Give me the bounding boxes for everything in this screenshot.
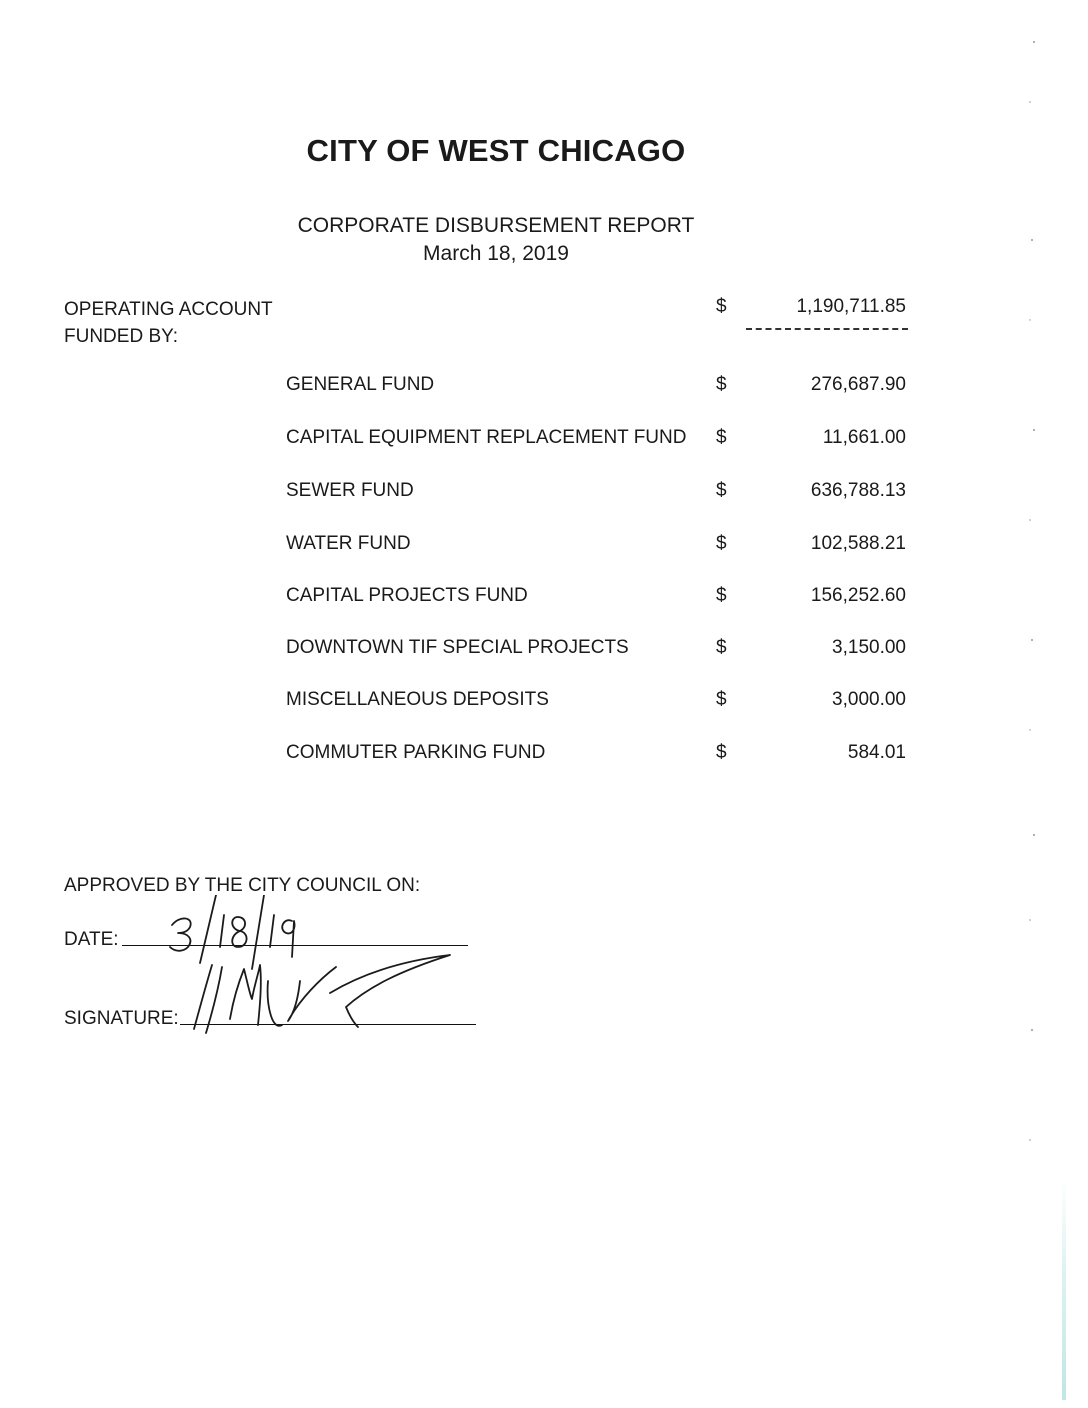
- scan-edge-tint: [1062, 1180, 1066, 1400]
- fund-amount: 636,788.13: [810, 480, 906, 501]
- fund-amount: 3,150.00: [832, 637, 906, 658]
- fund-amount: 276,687.90: [810, 374, 906, 395]
- operating-account-label-line1: OPERATING ACCOUNT: [64, 299, 273, 320]
- fund-currency: $: [716, 637, 727, 658]
- fund-currency: $: [716, 689, 727, 710]
- handwritten-date-3: [170, 918, 191, 950]
- signature-stroke-3: [230, 965, 261, 1025]
- report-name: CORPORATE DISBURSEMENT REPORT: [297, 214, 695, 237]
- operating-total-amount: 1,190,711.85: [796, 296, 906, 317]
- total-dashed-rule: [746, 328, 908, 330]
- fund-currency: $: [716, 585, 727, 606]
- handwritten-date-8: [232, 917, 246, 947]
- fund-name: CAPITAL PROJECTS FUND: [286, 585, 528, 606]
- signature-stroke-5: [288, 967, 336, 1021]
- approval-heading: APPROVED BY THE CITY COUNCIL ON:: [64, 875, 421, 896]
- fund-row: [0, 427, 1088, 457]
- fund-amount: 102,588.21: [810, 533, 906, 554]
- fund-name: DOWNTOWN TIF SPECIAL PROJECTS: [286, 637, 629, 658]
- signature-label: SIGNATURE:: [64, 1008, 179, 1029]
- fund-amount: 3,000.00: [832, 689, 906, 710]
- handwritten-date-and-signature: [160, 895, 500, 1055]
- page-title: CITY OF WEST CHICAGO: [306, 133, 686, 168]
- operating-total-currency: $: [716, 296, 727, 317]
- handwritten-date-1a: [220, 915, 224, 947]
- fund-currency: $: [716, 374, 727, 395]
- fund-currency: $: [716, 480, 727, 501]
- fund-row: [0, 533, 1088, 563]
- funded-by-label: FUNDED BY:: [64, 326, 179, 347]
- operating-account-label: [64, 296, 273, 350]
- scan-edge-specks: [1018, 30, 1058, 1390]
- fund-row: [0, 637, 1088, 667]
- date-label: DATE:: [64, 929, 119, 950]
- fund-name: COMMUTER PARKING FUND: [286, 742, 546, 763]
- fund-name: GENERAL FUND: [286, 374, 435, 395]
- fund-amount: 156,252.60: [810, 585, 906, 606]
- fund-currency: $: [716, 742, 727, 763]
- handwritten-date-slash1: [200, 895, 216, 963]
- handwritten-date-1b: [270, 915, 274, 947]
- fund-currency: $: [716, 427, 727, 448]
- fund-row: [0, 742, 1088, 772]
- fund-row: [0, 585, 1088, 615]
- fund-row: [0, 374, 1088, 404]
- fund-amount: 11,661.00: [822, 427, 906, 448]
- fund-row: [0, 480, 1088, 510]
- fund-currency: $: [716, 533, 727, 554]
- fund-row: [0, 689, 1088, 719]
- report-date: March 18, 2019: [423, 242, 569, 265]
- handwritten-date-9: [282, 920, 294, 957]
- signature-stroke-6: [330, 955, 450, 1027]
- fund-amount: 584.01: [847, 742, 906, 763]
- fund-name: MISCELLANEOUS DEPOSITS: [286, 689, 549, 710]
- fund-name: WATER FUND: [286, 533, 411, 554]
- handwritten-date-slash2: [252, 895, 264, 969]
- signature-stroke-4: [268, 981, 282, 1026]
- fund-name: SEWER FUND: [286, 480, 414, 501]
- fund-name: CAPITAL EQUIPMENT REPLACEMENT FUND: [286, 427, 687, 448]
